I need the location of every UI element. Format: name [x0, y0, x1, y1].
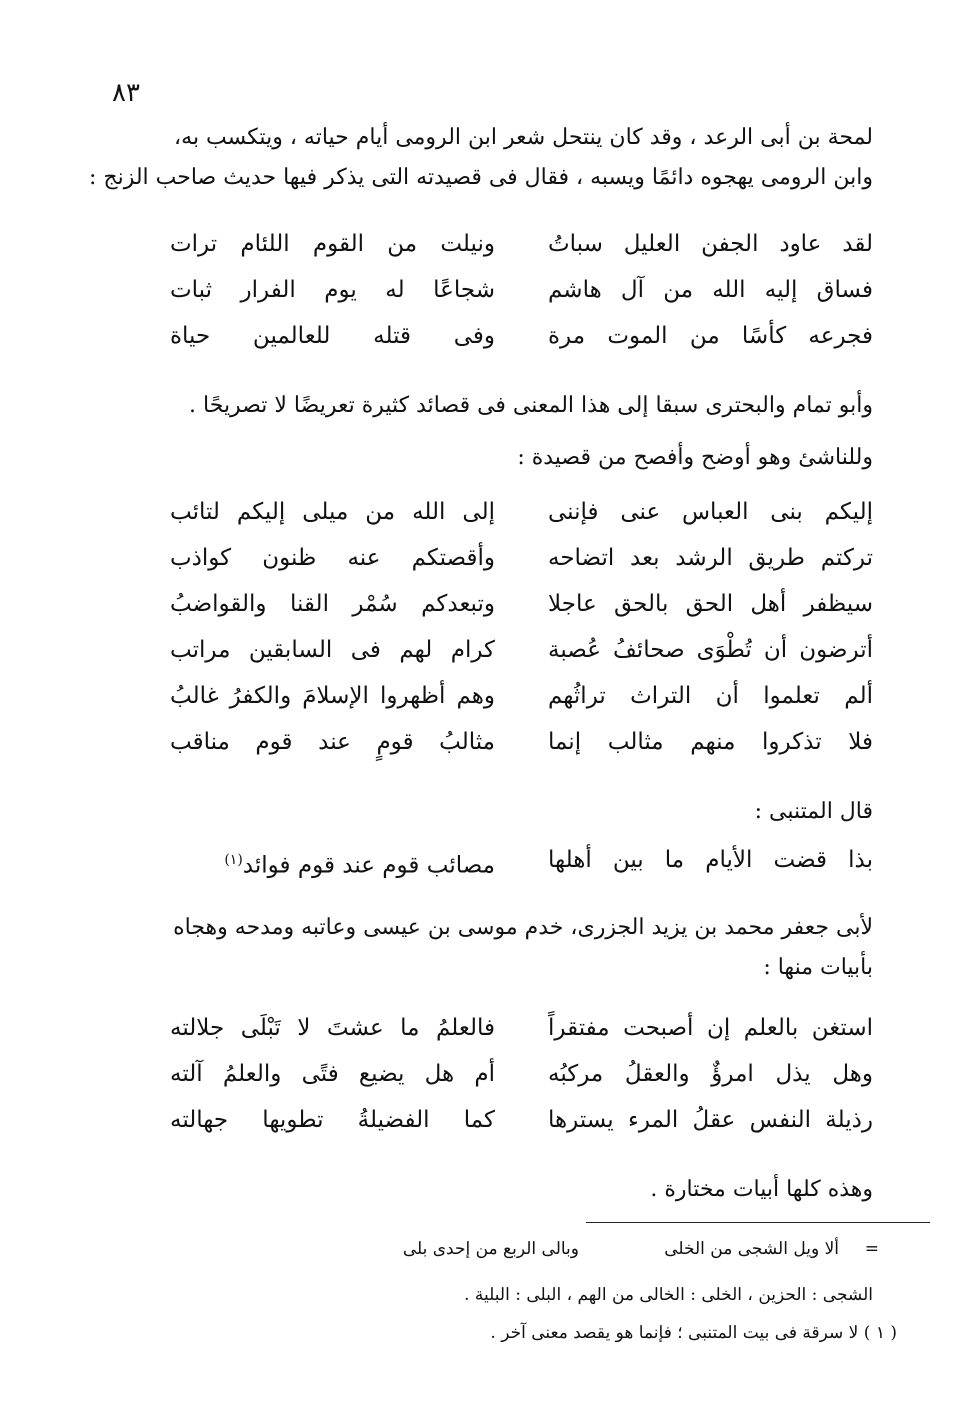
poem1-hemistich-1: فساق إليه الله من آل هاشم [548, 277, 873, 303]
poem2-hemistich-1: سيظفر أهل الحق بالحق عاجلا [548, 591, 873, 617]
poem2-verse [170, 582, 873, 632]
poem3-hemistich-2 [170, 838, 495, 888]
footnote-divider [586, 1222, 930, 1223]
footnote-continuation-mark: = [864, 1239, 879, 1259]
intro-paragraph [83, 118, 873, 198]
footnote-marker-1: (١) [224, 852, 243, 868]
poem4-hemistich-1: استغن بالعلم إن أصبحت مفتقراً [548, 1015, 873, 1041]
jazari-line-2: بأبيات منها : [763, 955, 873, 980]
poem2-hemistich-1: أترضون أن تُطْوَى صحائفُ عُصبة [548, 637, 873, 663]
poem2-verse [170, 674, 873, 724]
paragraph-nashi: وللناشئ وهو أوضح وأفصح من قصيدة : [517, 445, 873, 470]
poem2-hemistich-2: وتبعدكم سُمْر القنا والقواضبُ [170, 591, 495, 617]
poem1-verse [170, 314, 873, 364]
page-number: ٨٣ [112, 78, 140, 108]
poem3-hemistich-1: بذا قضت الأيام ما بين أهلها [548, 847, 873, 873]
poem1-hemistich-2: شجاعًا له يوم الفرار ثبات [170, 277, 495, 303]
paragraph-abu-tammam: وأبو تمام والبحترى سبقا إلى هذا المعنى فى قصائد كثيرة تعريضًا لا تصريحًا . [189, 393, 873, 418]
footnote-verse-hemistich-2: وبالى الربع من إحدى بلى [402, 1239, 579, 1259]
poem2-verse [170, 490, 873, 540]
poem4-verse [170, 1006, 873, 1056]
poem2-hemistich-2: إلى الله من ميلى إليكم لتائب [170, 499, 495, 525]
intro-line-1: لمحة بن أبى الرعد ، وقد كان ينتحل شعر ابن الرومى أيام حياته ، ويتكسب به، [174, 125, 873, 150]
paragraph-jazari [83, 908, 873, 988]
poem4-verse [170, 1098, 873, 1148]
poem4-hemistich-2: كما الفضيلةُ تطويها جهالته [170, 1107, 495, 1133]
poem4-verse [170, 1052, 873, 1102]
poem3-verse [170, 838, 873, 888]
poem1-verse [170, 222, 873, 272]
footnote-verse-hemistich-1: ألا ويل الشجى من الخلى [664, 1239, 839, 1259]
poem2-hemistich-1: ألم تعلموا أن التراث تراثُهم [548, 683, 873, 709]
poem1-hemistich-1: فجرعه كأسًا من الموت مرة [548, 323, 873, 349]
footnote-gloss: الشجى : الحزين ، الخلى : الخالى من الهم ، البلى : البلية . [464, 1285, 873, 1305]
poem4-hemistich-1: رذيلة النفس عقلُ المرء يسترها [548, 1107, 873, 1133]
poem2-hemistich-1: فلا تذكروا منهم مثالب إنما [548, 729, 873, 755]
poem2-hemistich-2: مثالبُ قومٍ عند قوم مناقب [170, 729, 495, 755]
paragraph-closing: وهذه كلها أبيات مختارة . [650, 1177, 873, 1202]
poem4-hemistich-2: فالعلمُ ما عشتَ لا تَبْلَى جلالته [170, 1015, 495, 1041]
poem1-hemistich-2: وفى قتله للعالمين حياة [170, 323, 495, 349]
poem2-hemistich-1: إليكم بنى العباس عنى فإننى [548, 499, 873, 525]
poem2-hemistich-1: تركتم طريق الرشد بعد اتضاحه [548, 545, 873, 571]
poem2-verse [170, 720, 873, 770]
intro-line-2: وابن الرومى يهجوه دائمًا ويسبه ، فقال فى قصيدته التى يذكر فيها حديث صاحب الزنج : [88, 165, 873, 190]
poem2-hemistich-2: كرام لهم فى السابقين مراتب [170, 637, 495, 663]
poem1-hemistich-2: ونيلت من القوم اللئام ترات [170, 231, 495, 257]
footnote-verse [319, 1234, 879, 1264]
poem3-hemistich-2-text: مصائب قوم عند قوم فوائد [242, 852, 495, 879]
poem1-verse [170, 268, 873, 318]
poem1-hemistich-1: لقد عاود الجفن العليل سباتُ [548, 231, 873, 257]
poem4-hemistich-2: أم هل يضيع فتًى والعلمُ آلته [170, 1061, 495, 1087]
poem2-hemistich-2: وأقصتكم عنه ظنون كواذب [170, 545, 495, 571]
poem4-hemistich-1: وهل يذل امرؤٌ والعقلُ مركبُه [548, 1061, 873, 1087]
paragraph-mutanabbi: قال المتنبى : [754, 799, 873, 824]
poem2-hemistich-2: وهم أظهروا الإسلامَ والكفرُ غالبُ [170, 683, 495, 709]
jazari-line-1: لأبى جعفر محمد بن يزيد الجزرى، خدم موسى بن عيسى وعاتبه ومدحه وهجاه [173, 915, 873, 940]
footnote-1: ( ١ ) لا سرقة فى بيت المتنبى ؛ فإنما هو يقصد معنى آخر . [490, 1323, 897, 1343]
poem2-verse [170, 628, 873, 678]
poem2-verse [170, 536, 873, 586]
